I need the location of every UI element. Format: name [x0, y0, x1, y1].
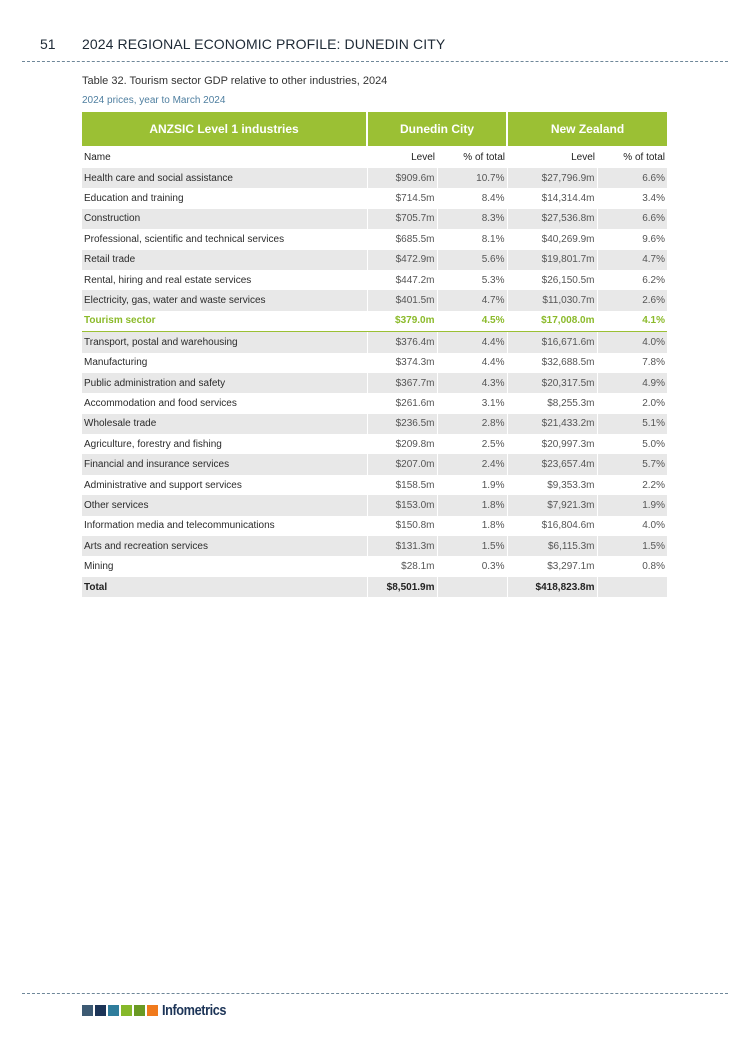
dunedin-level: $379.0m — [367, 311, 437, 332]
nz-level: $20,997.3m — [507, 434, 597, 454]
dunedin-pct: 4.3% — [437, 373, 507, 393]
nz-pct: 2.2% — [597, 475, 667, 495]
industry-name: Administrative and support services — [84, 479, 242, 491]
group-header-nz: New Zealand — [507, 112, 667, 146]
logo-square-icon — [95, 1005, 106, 1016]
table-row — [82, 270, 667, 290]
nz-pct: 4.1% — [597, 311, 667, 332]
dunedin-pct: 1.5% — [437, 536, 507, 556]
nz-pct: 5.7% — [597, 454, 667, 474]
nz-pct: 3.4% — [597, 188, 667, 208]
total-industry-name: Total — [82, 577, 367, 597]
dunedin-pct: 8.1% — [437, 229, 507, 249]
dunedin-pct: 1.8% — [437, 516, 507, 536]
industry-name: Information media and telecommunications — [84, 520, 275, 532]
total-dunedin-level: $8,501.9m — [367, 577, 437, 597]
nz-pct: 1.5% — [597, 536, 667, 556]
nz-pct: 6.6% — [597, 209, 667, 229]
dunedin-pct: 10.7% — [437, 168, 507, 188]
dunedin-level: $447.2m — [367, 270, 437, 290]
page-title: 2024 REGIONAL ECONOMIC PROFILE: DUNEDIN CITY — [82, 36, 446, 52]
table-row — [82, 495, 667, 515]
nz-pct: 0.8% — [597, 556, 667, 576]
dunedin-pct: 4.5% — [437, 311, 507, 332]
industry-name: Construction — [82, 209, 367, 229]
nz-pct: 7.8% — [597, 353, 667, 373]
dunedin-level: $376.4m — [367, 332, 437, 353]
group-header-row — [82, 112, 667, 146]
dunedin-level: $367.7m — [367, 373, 437, 393]
nz-level: $11,030.7m — [507, 290, 597, 310]
logo-square-icon — [147, 1005, 158, 1016]
page-number: 51 — [40, 36, 56, 52]
table-row — [82, 475, 667, 495]
table-subcaption: 2024 prices, year to March 2024 — [82, 95, 226, 106]
nz-level: $8,255.3m — [507, 393, 597, 413]
header-divider — [22, 61, 728, 62]
infometrics-logo — [82, 1002, 237, 1019]
industry-name: Manufacturing — [84, 357, 148, 369]
nz-pct: 6.6% — [597, 168, 667, 188]
dunedin-level: $374.3m — [367, 353, 437, 373]
page-header — [0, 36, 746, 56]
dunedin-level: $401.5m — [367, 290, 437, 310]
dunedin-pct: 8.3% — [437, 209, 507, 229]
col-header-dc-pct: % of total — [463, 151, 505, 163]
table-row — [82, 373, 667, 393]
footer-divider — [22, 993, 728, 994]
nz-pct: 2.6% — [597, 290, 667, 310]
table-row — [82, 536, 667, 556]
industry-name: Wholesale trade — [82, 414, 367, 434]
dunedin-pct: 1.8% — [437, 495, 507, 515]
dunedin-level: $131.3m — [367, 536, 437, 556]
industry-name: Professional, scientific and technical services — [84, 233, 285, 245]
table-row — [82, 168, 667, 188]
logo-square-icon — [121, 1005, 132, 1016]
nz-level: $16,804.6m — [507, 516, 597, 536]
industry-name: Agriculture, forestry and fishing — [84, 438, 222, 450]
nz-level: $3,297.1m — [507, 556, 597, 576]
industry-name: Health care and social assistance — [82, 168, 367, 188]
nz-level: $32,688.5m — [507, 353, 597, 373]
nz-level: $7,921.3m — [507, 495, 597, 515]
dunedin-level: $261.6m — [367, 393, 437, 413]
table-row — [82, 556, 667, 576]
dunedin-pct: 4.4% — [437, 353, 507, 373]
industry-name: Electricity, gas, water and waste services — [82, 290, 367, 310]
nz-level: $20,317.5m — [507, 373, 597, 393]
nz-pct: 1.9% — [597, 495, 667, 515]
dunedin-level: $28.1m — [367, 556, 437, 576]
dunedin-level: $685.5m — [367, 229, 437, 249]
industry-name: Mining — [84, 561, 114, 573]
nz-level: $14,314.4m — [507, 188, 597, 208]
industry-name: Transport, postal and warehousing — [82, 332, 367, 353]
gdp-table — [82, 112, 667, 597]
industry-name: Public administration and safety — [82, 373, 367, 393]
nz-level: $9,353.3m — [507, 475, 597, 495]
table-row — [82, 209, 667, 229]
nz-level: $16,671.6m — [507, 332, 597, 353]
dunedin-pct: 5.6% — [437, 250, 507, 270]
industry-name: Education and training — [84, 193, 184, 205]
dunedin-pct: 3.1% — [437, 393, 507, 413]
group-header-dunedin: Dunedin City — [367, 112, 507, 146]
table-row-highlight — [82, 311, 667, 332]
dunedin-level: $714.5m — [367, 188, 437, 208]
table-row — [82, 516, 667, 536]
table-row-total — [82, 577, 667, 597]
nz-level: $27,536.8m — [507, 209, 597, 229]
dunedin-pct: 2.4% — [437, 454, 507, 474]
logo-square-icon — [108, 1005, 119, 1016]
nz-level: $27,796.9m — [507, 168, 597, 188]
nz-level: $26,150.5m — [507, 270, 597, 290]
col-header-name: Name — [84, 151, 111, 163]
nz-pct: 9.6% — [597, 229, 667, 249]
dunedin-pct: 5.3% — [437, 270, 507, 290]
dunedin-level: $705.7m — [367, 209, 437, 229]
table-row — [82, 229, 667, 249]
dunedin-level: $472.9m — [367, 250, 437, 270]
logo-text: Infometrics — [162, 1002, 227, 1019]
nz-level: $21,433.2m — [507, 414, 597, 434]
total-nz-pct — [597, 577, 667, 597]
total-nz-level: $418,823.8m — [507, 577, 597, 597]
nz-pct: 2.0% — [597, 393, 667, 413]
table-row — [82, 353, 667, 373]
table-row — [82, 434, 667, 454]
dunedin-level: $150.8m — [367, 516, 437, 536]
nz-level: $17,008.0m — [507, 311, 597, 332]
nz-level: $40,269.9m — [507, 229, 597, 249]
dunedin-level: $236.5m — [367, 414, 437, 434]
industry-name: Rental, hiring and real estate services — [84, 274, 252, 286]
dunedin-level: $207.0m — [367, 454, 437, 474]
group-header-industries: ANZSIC Level 1 industries — [82, 112, 367, 146]
dunedin-pct: 2.8% — [437, 414, 507, 434]
nz-pct: 5.1% — [597, 414, 667, 434]
dunedin-pct: 0.3% — [437, 556, 507, 576]
industry-name: Other services — [82, 495, 367, 515]
column-header-row — [82, 146, 667, 168]
col-header-dc-level: Level — [411, 151, 435, 163]
dunedin-pct: 8.4% — [437, 188, 507, 208]
dunedin-level: $909.6m — [367, 168, 437, 188]
nz-pct: 4.0% — [597, 516, 667, 536]
industry-name: Financial and insurance services — [82, 454, 367, 474]
table-row — [82, 290, 667, 310]
nz-level: $19,801.7m — [507, 250, 597, 270]
table-caption: Table 32. Tourism sector GDP relative to other industries, 2024 — [82, 75, 388, 87]
industry-name: Arts and recreation services — [82, 536, 367, 556]
dunedin-level: $158.5m — [367, 475, 437, 495]
table-row — [82, 188, 667, 208]
industry-name: Accommodation and food services — [84, 397, 237, 409]
total-dunedin-pct — [437, 577, 507, 597]
table-row — [82, 414, 667, 434]
dunedin-pct: 4.4% — [437, 332, 507, 353]
industry-name: Retail trade — [82, 250, 367, 270]
logo-square-icon — [134, 1005, 145, 1016]
nz-pct: 5.0% — [597, 434, 667, 454]
dunedin-pct: 2.5% — [437, 434, 507, 454]
nz-pct: 4.7% — [597, 250, 667, 270]
table-row — [82, 332, 667, 353]
col-header-nz-level: Level — [571, 151, 595, 163]
table-row — [82, 393, 667, 413]
dunedin-level: $209.8m — [367, 434, 437, 454]
dunedin-pct: 4.7% — [437, 290, 507, 310]
table-row — [82, 454, 667, 474]
nz-level: $6,115.3m — [507, 536, 597, 556]
dunedin-pct: 1.9% — [437, 475, 507, 495]
table-row — [82, 250, 667, 270]
nz-pct: 4.9% — [597, 373, 667, 393]
industry-name: Tourism sector — [82, 311, 367, 332]
logo-square-icon — [82, 1005, 93, 1016]
nz-level: $23,657.4m — [507, 454, 597, 474]
nz-pct: 4.0% — [597, 332, 667, 353]
dunedin-level: $153.0m — [367, 495, 437, 515]
logo-squares — [82, 1005, 160, 1016]
col-header-nz-pct: % of total — [623, 151, 665, 163]
nz-pct: 6.2% — [597, 270, 667, 290]
